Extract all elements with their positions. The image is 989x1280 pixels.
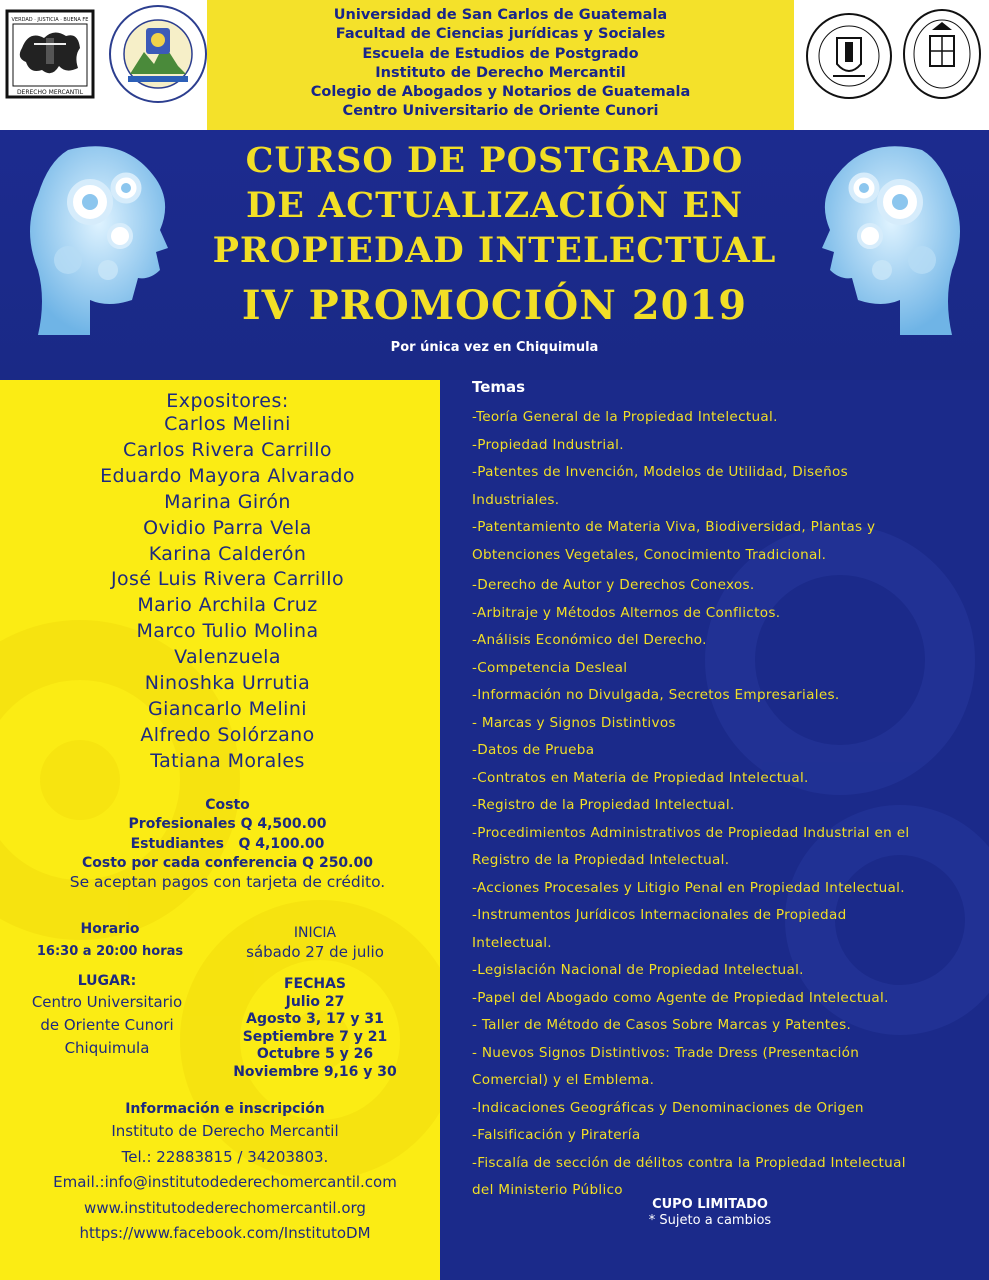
colegio-abogados-seal-logo — [902, 6, 982, 102]
institution-line: Instituto de Derecho Mercantil — [375, 64, 626, 81]
speaker-name: Karina Calderón — [148, 542, 307, 565]
topic-line: -Derecho de Autor y Derechos Conexos. — [472, 577, 755, 593]
schedule-start-block — [215, 924, 415, 963]
cost-cards: Se aceptan pagos con tarjeta de crédito. — [69, 873, 386, 892]
place-title: LUGAR: — [77, 973, 137, 989]
notes-block — [620, 1197, 800, 1229]
speaker-name: Ovidio Parra Vela — [143, 516, 312, 539]
institution-line: Universidad de San Carlos de Guatemala — [333, 7, 668, 23]
topic-line: - Taller de Método de Casos Sobre Marcas y Patentes. — [472, 1017, 852, 1033]
institutions-box — [207, 0, 794, 130]
limited-seats-note: CUPO LIMITADO — [652, 1197, 768, 1212]
place-line: de Oriente Cunori — [40, 1016, 174, 1035]
topic-line: -Patentes de Invención, Modelos de Utilidad, Diseños — [472, 464, 849, 480]
svg-text:VERDAD · JUSTICIA · BUENA FE: VERDAD · JUSTICIA · BUENA FE — [11, 17, 89, 23]
speaker-name: José Luis Rivera Carrillo — [111, 568, 344, 591]
topic-line: Intelectual. — [472, 934, 552, 951]
topic-line: -Datos de Prueba — [472, 742, 595, 758]
topic-line: -Legislación Nacional de Propiedad Intelectual. — [472, 962, 804, 978]
dates-title: FECHAS — [283, 976, 347, 992]
topic-line: del Ministerio Público — [472, 1182, 623, 1198]
topic-line: Registro de la Propiedad Intelectual. — [472, 852, 730, 868]
info-website-link[interactable]: www.institutodederechomercantil.org — [84, 1198, 366, 1217]
cost-students: Estudiantes Q 4,100.00 — [130, 835, 325, 852]
topic-line: -Contratos en Materia de Propiedad Intelectual. — [472, 769, 809, 786]
info-institute: Instituto de Derecho Mercantil — [111, 1122, 339, 1140]
topic-line: -Instrumentos Jurídicos Internacionales de Propiedad — [472, 907, 847, 923]
topic-line: -Patentamiento de Materia Viva, Biodiversidad, Plantas y — [472, 519, 876, 535]
topic-line: - Nuevos Signos Distintivos: Trade Dress (Presentación — [472, 1044, 860, 1061]
speaker-name: Carlos Melini — [164, 413, 291, 435]
speaker-name: Mario Archila Cruz — [137, 594, 318, 617]
speaker-name: Carlos Rivera Carrillo — [123, 438, 332, 461]
subject-to-change-note: * Sujeto a cambios — [648, 1213, 772, 1228]
institution-line: Escuela de Estudios de Postgrado — [362, 45, 639, 62]
instituto-derecho-mercantil-logo — [4, 8, 96, 100]
topics-list — [472, 404, 962, 1205]
topic-line: -Arbitraje y Métodos Alternos de Conflictos. — [472, 604, 781, 621]
speaker-name: Eduardo Mayora Alvarado — [100, 464, 355, 487]
topic-line: -Papel del Abogado como Agente de Propiedad Intelectual. — [472, 989, 889, 1006]
info-block — [10, 1100, 440, 1247]
topic-line: -Teoría General de la Propiedad Intelectual. — [472, 409, 778, 425]
institution-line: Colegio de Abogados y Notarios de Guatemala — [310, 84, 691, 101]
speaker-name: Ninoshka Urrutia — [144, 672, 311, 695]
topic-line: -Información no Divulgada, Secretos Empresariales. — [472, 687, 840, 703]
topic-line: -Propiedad Industrial. — [472, 436, 624, 453]
topic-line: Industriales. — [472, 491, 560, 508]
topic-line: -Fiscalía de sección de délitos contra la Propiedad Intelectual — [472, 1154, 906, 1171]
schedule-title: Horario — [80, 921, 140, 937]
title-line-2: DE ACTUALIZACIÓN EN — [245, 185, 744, 226]
speaker-name: Valenzuela — [174, 646, 281, 669]
schedule-hours: 16:30 a 20:00 horas — [36, 944, 184, 960]
cost-per-conference: Costo por cada conferencia Q 250.00 — [82, 854, 373, 871]
place-line: Chiquimula — [64, 1039, 150, 1058]
place-line: Centro Universitario — [31, 993, 183, 1012]
topic-line: -Acciones Procesales y Litigio Penal en Propiedad Intelectual. — [472, 879, 905, 896]
date-line: Julio 27 — [285, 993, 345, 1010]
start-date: sábado 27 de julio — [246, 943, 384, 962]
facultad-ciencias-juridicas-logo — [805, 8, 893, 104]
topic-line: -Falsificación y Piratería — [472, 1127, 641, 1143]
topic-line: -Indicaciones Geográficas y Denominaciones de Origen — [472, 1099, 864, 1116]
title-line-4: IV PROMOCIÓN 2019 — [241, 282, 748, 329]
date-line: Septiembre 7 y 21 — [242, 1028, 388, 1045]
date-line: Agosto 3, 17 y 31 — [246, 1011, 384, 1027]
speakers-title: Expositores: — [166, 390, 289, 412]
title-line-3: PROPIEDAD INTELECTUAL — [212, 230, 777, 271]
institution-line: Facultad de Ciencias jurídicas y Sociales — [335, 26, 666, 43]
topic-line: -Registro de la Propiedad Intelectual. — [472, 797, 735, 813]
topic-line: -Procedimientos Administrativos de Propiedad Industrial en el — [472, 824, 910, 841]
svg-text:DERECHO MERCANTIL: DERECHO MERCANTIL — [16, 89, 84, 96]
cost-title: Costo — [205, 797, 250, 813]
speaker-name: Giancarlo Melini — [148, 697, 307, 720]
info-phone: Tel.: 22883815 / 34203803. — [121, 1147, 329, 1166]
topic-line: Obtenciones Vegetales, Conocimiento Tradicional. — [472, 546, 827, 563]
schedule-place-block — [14, 972, 200, 1060]
title-line-1: CURSO DE POSTGRADO — [245, 140, 744, 181]
date-line: Noviembre 9,16 y 30 — [233, 1063, 397, 1080]
topic-line: Comercial) y el Emblema. — [472, 1072, 655, 1088]
subtitle: Por única vez en Chiquimula — [390, 340, 599, 355]
info-email[interactable]: Email.:info@institutodederechomercantil.com — [53, 1173, 397, 1191]
speaker-name: Marco Tulio Molina — [136, 620, 319, 643]
topic-line: -Análisis Económico del Derecho. — [472, 632, 707, 648]
start-title: INICIA — [293, 925, 337, 941]
schedule-dates-block — [215, 976, 415, 1081]
schedule-hours-block — [20, 920, 200, 962]
speaker-name: Marina Girón — [164, 490, 291, 513]
topic-line: - Marcas y Signos Distintivos — [472, 714, 676, 731]
topics-title: Temas — [472, 378, 526, 396]
date-line: Octubre 5 y 26 — [256, 1046, 374, 1062]
speakers-list — [0, 412, 455, 775]
topic-line: -Competencia Desleal — [472, 659, 628, 676]
institution-line: Centro Universitario de Oriente Cunori — [342, 103, 659, 120]
cost-block — [20, 796, 435, 892]
info-title: Información e inscripción — [125, 1101, 325, 1117]
speaker-name: Tatiana Morales — [150, 749, 305, 772]
speaker-name: Alfredo Solórzano — [140, 723, 315, 746]
cost-professionals: Profesionales Q 4,500.00 — [128, 816, 327, 833]
info-facebook-link[interactable]: https://www.facebook.com/InstitutoDM — [79, 1224, 371, 1242]
usac-seal-logo — [108, 4, 208, 104]
